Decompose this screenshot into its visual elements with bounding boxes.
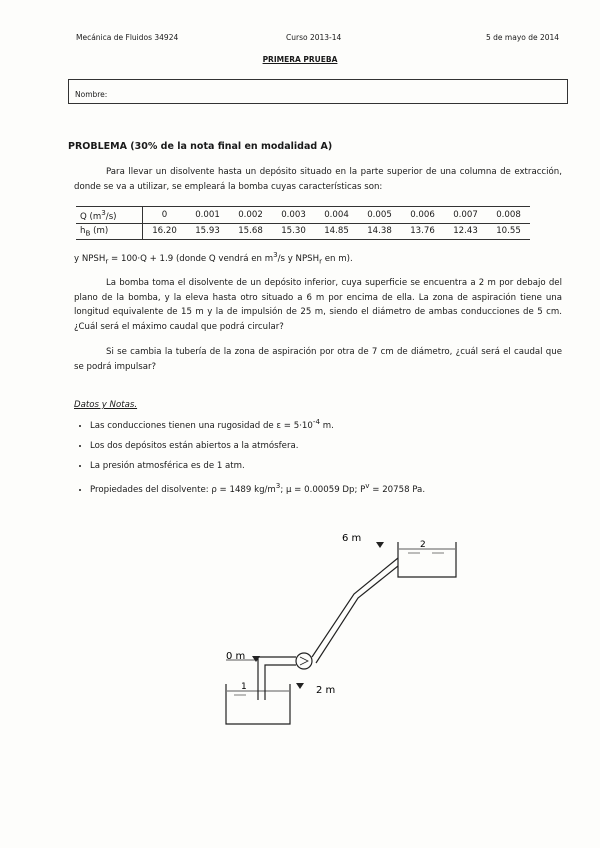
page-title: PRIMERA PRUEBA — [262, 55, 338, 64]
table-cell-h: 15.68 — [238, 226, 263, 237]
table-cell-q: 0.004 — [315, 207, 358, 224]
year-header: Curso 2013-14 — [286, 33, 342, 42]
table-cell-q: 0.001 — [186, 207, 229, 224]
pump-level-marker-icon — [252, 656, 260, 662]
note-tanks: • Los dos depósitos están abiertos a la atmósfera. — [90, 436, 425, 456]
table-cell-h: 15.30 — [281, 226, 306, 237]
paragraph-1: Para llevar un disolvente hasta un depósito situado en la parte superior de una columna de extracción, donde se va a utilizar, se empleará la bomba cuyas características son: — [74, 167, 562, 192]
npsh-equation: y $NPSH_r = 100\cdot Q + 1.9$ (donde Q vendrá en $m^3/s$ y $NPSH_r$ en m). — [74, 250, 353, 266]
upper-level-label: 6 m — [342, 533, 362, 544]
table-cell-q: 0.008 — [487, 207, 530, 224]
upper-tank-label: 2 — [420, 540, 426, 550]
paragraph-3: Si se cambia la tubería de la zona de aspiración por otra de 7 cm de diámetro, ¿cuál será el caudal que se podrá impulsar? — [74, 347, 562, 372]
table-cell-h: 13.76 — [410, 226, 435, 237]
note-roughness: • Las conducciones tienen una rugosidad de $\varepsilon = 5\cdot 10^{-4}$ m. — [90, 412, 425, 436]
lower-level-label: 2 m — [316, 685, 336, 696]
date-header: 5 de mayo de 2014 — [486, 33, 560, 42]
table-cell-h: 10.55 — [496, 226, 521, 237]
paragraph-2: La bomba toma el disolvente de un depósito inferior, cuya superficie se encuentra a 2 m por debajo del plano de la bomba, y la eleva hasta otro situado a 6 m por encima de ella. La zona de aspiración tiene una longitud equivalente de 15 m y la de impulsión de 25 m, siendo el diámetro de ambas conducciones de 5 cm. ¿Cuál será el máximo caudal que podrá circular? — [74, 278, 562, 332]
notes-title: Datos y Notas. — [74, 400, 138, 410]
table-cell-q: 0.003 — [272, 207, 315, 224]
discharge-pipe-outer — [316, 566, 398, 663]
pump-icon — [296, 653, 312, 669]
table-cell-q: 0 — [143, 207, 187, 224]
problem-title: PROBLEMA (30% de la nota final en modalidad A) — [68, 141, 333, 152]
note-atm: • La presión atmosférica es de 1 atm. — [90, 456, 425, 476]
table-cell-h: 12.43 — [453, 226, 478, 237]
table-row-label: Q $(m^3/s)$ — [76, 207, 143, 224]
discharge-pipe — [312, 558, 398, 657]
suction-pipe-outer — [265, 665, 296, 700]
table-row-label: $h_B$ (m) — [76, 223, 143, 239]
pump-level-label: 0 m — [226, 651, 246, 662]
table-cell-q: 0.002 — [229, 207, 272, 224]
note-properties: • Propiedades del disolvente: ρ = 1489 $kg/m^3$; μ = 0.00059 Dp; $P^v = 20758$ Pa. — [90, 476, 425, 500]
lower-level-marker-icon — [296, 683, 304, 689]
upper-tank — [398, 542, 456, 577]
table-cell-q: 0.007 — [444, 207, 487, 224]
table-cell-h: 16.20 — [152, 226, 177, 237]
table-cell-q: 0.005 — [358, 207, 401, 224]
table-cell-h: 15.93 — [195, 226, 220, 237]
lower-tank-label: 1 — [241, 682, 247, 692]
upper-level-marker-icon — [376, 542, 384, 548]
table-cell-h: 14.85 — [324, 226, 349, 237]
table-cell-q: 0.006 — [401, 207, 444, 224]
course-header: Mecánica de Fluidos 34924 — [76, 33, 179, 42]
table-cell-h: 14.38 — [367, 226, 392, 237]
name-label: Nombre: — [75, 90, 108, 99]
